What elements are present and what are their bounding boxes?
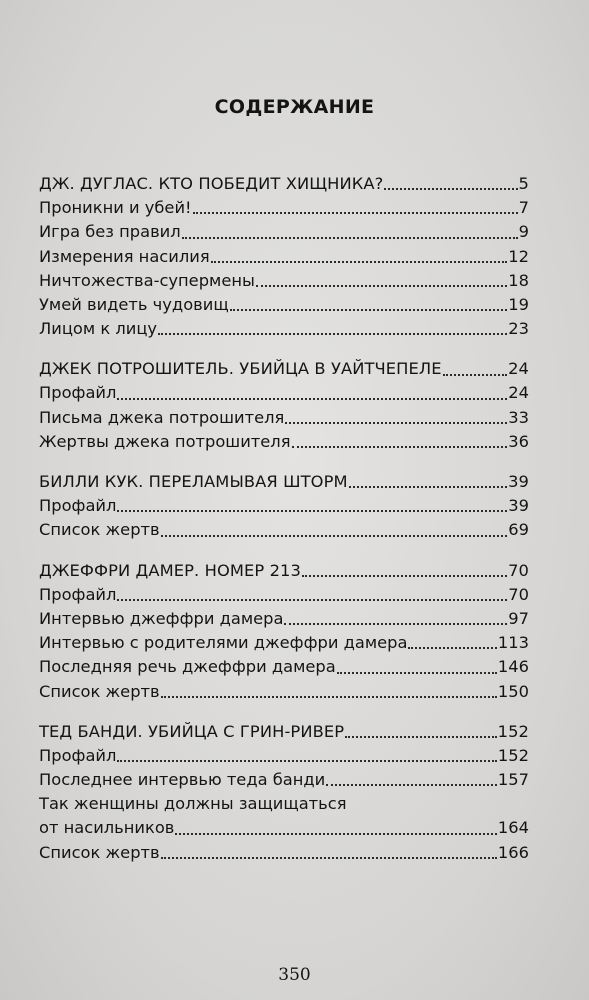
dot-leader xyxy=(117,398,507,400)
toc-page-number: 157 xyxy=(497,770,529,790)
toc-page-number: 70 xyxy=(508,560,529,580)
toc-entry xyxy=(39,583,529,607)
toc-entry-title: Список жертв xyxy=(39,520,160,540)
toc-entry xyxy=(39,841,529,865)
toc-section xyxy=(39,470,529,543)
toc-entry-title: Профайл xyxy=(39,496,117,516)
toc-page-number: 164 xyxy=(497,818,529,838)
table-of-contents xyxy=(39,172,529,881)
toc-entry xyxy=(39,293,529,317)
toc-chapter-entry xyxy=(39,720,529,744)
dot-leader xyxy=(302,575,507,577)
dot-leader xyxy=(161,696,497,698)
toc-entry-title: Список жертв xyxy=(39,681,160,701)
dot-leader xyxy=(285,422,507,424)
toc-entry xyxy=(39,430,529,454)
toc-section xyxy=(39,720,529,865)
dot-leader xyxy=(292,446,508,448)
toc-chapter-entry xyxy=(39,470,529,494)
toc-entry-title: Так женщины должны защищаться xyxy=(39,794,347,814)
toc-entry xyxy=(39,317,529,341)
dot-leader xyxy=(337,672,497,674)
toc-page-number: 150 xyxy=(497,681,529,701)
dot-leader xyxy=(408,647,496,649)
toc-entry-title: ДЖЕФФРИ ДАМЕР. НОМЕР 213 xyxy=(39,560,301,580)
toc-entry-title: Жертвы джека потрошителя xyxy=(39,431,291,451)
contents-heading: СОДЕРЖАНИЕ xyxy=(214,96,375,118)
toc-entry-title: Игра без правил xyxy=(39,222,181,242)
toc-page-number: 152 xyxy=(497,721,529,741)
toc-entry-title: Интервью джеффри дамера xyxy=(39,608,284,628)
toc-entry-title: Профайл xyxy=(39,745,117,765)
dot-leader xyxy=(384,188,517,190)
toc-page-number: 152 xyxy=(497,745,529,765)
dot-leader xyxy=(175,833,497,835)
toc-page-number: 7 xyxy=(518,198,529,218)
toc-entry xyxy=(39,792,529,816)
toc-entry-title: ДЖ. ДУГЛАС. КТО ПОБЕДИТ ХИЩНИКА? xyxy=(39,173,384,193)
dot-leader xyxy=(256,285,507,287)
toc-entry-title: Последнее интервью теда банди xyxy=(39,770,326,790)
dot-leader xyxy=(161,535,508,537)
toc-page-number: 36 xyxy=(508,431,529,451)
toc-entry-title: ДЖЕК ПОТРОШИТЕЛЬ. УБИЙЦА В УАЙТЧЕПЕЛЕ xyxy=(39,359,442,379)
toc-entry xyxy=(39,817,529,841)
dot-leader xyxy=(117,510,507,512)
toc-entry-title: от насильников xyxy=(39,818,175,838)
toc-chapter-entry xyxy=(39,357,529,381)
toc-page-number: 18 xyxy=(508,270,529,290)
toc-entry xyxy=(39,744,529,768)
dot-leader xyxy=(345,736,496,738)
toc-entry xyxy=(39,269,529,293)
toc-page-number: 19 xyxy=(508,294,529,314)
toc-page-number: 24 xyxy=(508,359,529,379)
dot-leader xyxy=(443,374,507,376)
page-number: 350 xyxy=(278,965,311,985)
toc-entry-title: Интервью с родителями джеффри дамера xyxy=(39,633,408,653)
toc-page-number: 69 xyxy=(508,520,529,540)
toc-page-number: 113 xyxy=(497,633,529,653)
toc-chapter-entry xyxy=(39,172,529,196)
toc-page-number: 39 xyxy=(508,496,529,516)
toc-entry-title: Список жертв xyxy=(39,842,160,862)
toc-page-number: 23 xyxy=(508,319,529,339)
toc-page-number: 5 xyxy=(518,173,529,193)
toc-page-number: 12 xyxy=(508,246,529,266)
toc-entry-title: Проникни и убей! xyxy=(39,198,192,218)
toc-page-number: 97 xyxy=(508,608,529,628)
toc-chapter-entry xyxy=(39,559,529,583)
dot-leader xyxy=(230,309,508,311)
toc-entry-title: Умей видеть чудовищ xyxy=(39,294,229,314)
dot-leader xyxy=(326,784,497,786)
toc-entry-title: Лицом к лицу xyxy=(39,319,158,339)
dot-leader xyxy=(193,212,518,214)
toc-page-number: 39 xyxy=(508,472,529,492)
dot-leader xyxy=(182,237,518,239)
toc-entry xyxy=(39,406,529,430)
toc-entry-title: Ничтожества-супермены xyxy=(39,270,255,290)
toc-section xyxy=(39,357,529,454)
toc-section xyxy=(39,172,529,341)
toc-entry xyxy=(39,631,529,655)
toc-entry xyxy=(39,245,529,269)
toc-page-number: 9 xyxy=(518,222,529,242)
toc-entry xyxy=(39,196,529,220)
toc-entry xyxy=(39,655,529,679)
toc-entry xyxy=(39,768,529,792)
toc-entry xyxy=(39,382,529,406)
dot-leader xyxy=(284,623,507,625)
toc-page-number: 146 xyxy=(497,657,529,677)
toc-entry-title: Профайл xyxy=(39,584,117,604)
dot-leader xyxy=(158,333,507,335)
dot-leader xyxy=(117,760,496,762)
toc-entry xyxy=(39,494,529,518)
toc-page-number: 70 xyxy=(508,584,529,604)
toc-entry-title: Письма джека потрошителя xyxy=(39,407,285,427)
dot-leader xyxy=(117,599,507,601)
dot-leader xyxy=(211,261,508,263)
toc-page-number: 166 xyxy=(497,842,529,862)
toc-entry-title: Последняя речь джеффри дамера xyxy=(39,657,336,677)
toc-section xyxy=(39,559,529,704)
toc-entry xyxy=(39,680,529,704)
toc-entry-title: Измерения насилия xyxy=(39,246,210,266)
toc-entry xyxy=(39,607,529,631)
toc-entry xyxy=(39,518,529,542)
dot-leader xyxy=(349,486,507,488)
toc-entry-title: ТЕД БАНДИ. УБИЙЦА С ГРИН-РИВЕР xyxy=(39,721,345,741)
toc-entry-title: Профайл xyxy=(39,383,117,403)
toc-page-number: 33 xyxy=(508,407,529,427)
toc-entry xyxy=(39,220,529,244)
toc-page-number: 24 xyxy=(508,383,529,403)
toc-entry-title: БИЛЛИ КУК. ПЕРЕЛАМЫВАЯ ШТОРМ xyxy=(39,472,348,492)
dot-leader xyxy=(161,857,497,859)
